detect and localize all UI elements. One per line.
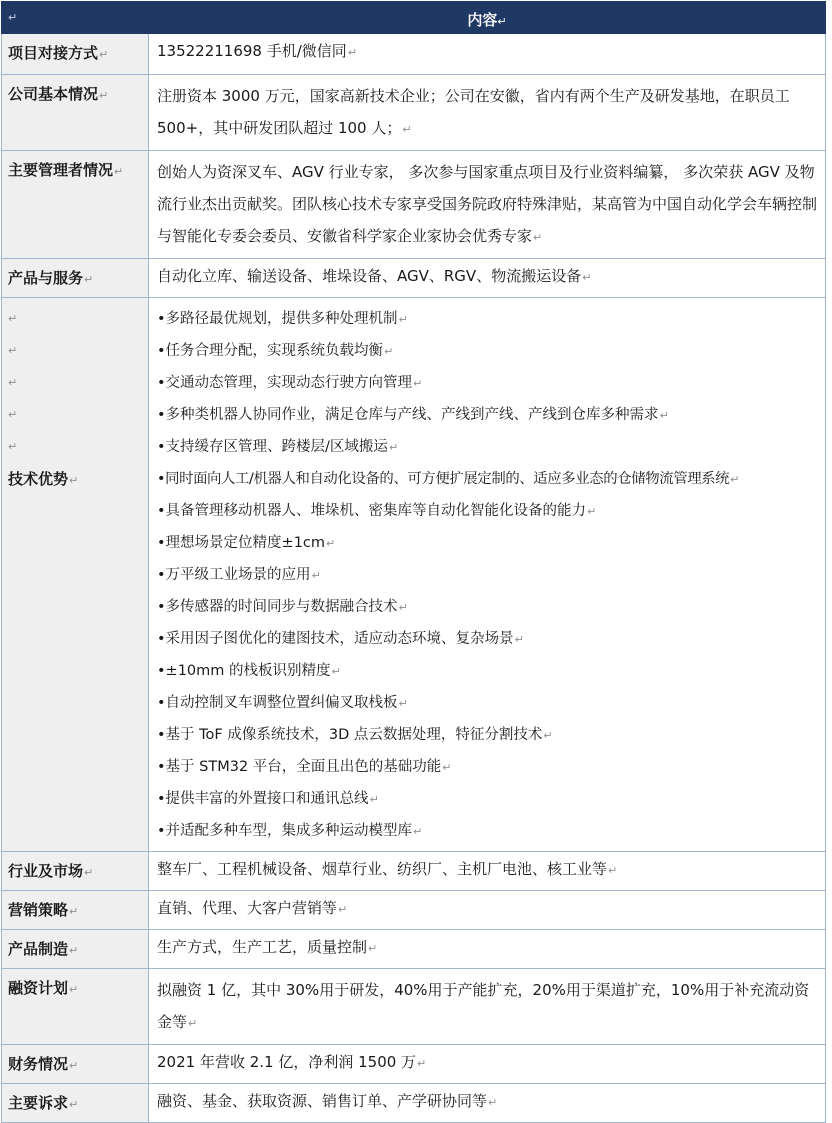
header-title: 内容↵ [467,11,507,29]
row-contact [2,34,826,75]
row-manufacturing [2,930,826,969]
header-row [2,2,826,34]
row-value: 注册资本 3000 万元，国家高新技术企业；公司在安徽，省内有两个生产及研发基地，在职员工 500+，其中研发团队超过 100 人；↵ [149,75,826,151]
row-demands [2,1084,826,1123]
info-table [1,1,826,1123]
row-label: 主要管理者情况↵ [2,151,149,259]
row-value: 生产方式，生产工艺，质量控制↵ [149,930,826,969]
row-label: 公司基本情况↵ [2,75,149,151]
row-value: 自动化立库、输送设备、堆垛设备、AGV、RGV、物流搬运设备↵ [149,259,826,298]
tech-item: •交通动态管理，实现动态行驶方向管理↵ [157,375,423,391]
row-value: 13522211698 手机/微信同↵ [149,34,826,75]
row-value: 直销、代理、大客户营销等↵ [149,891,826,930]
tech-item: •理想场景定位精度±1cm↵ [157,535,336,551]
header-para-mark: ↵ [8,11,18,24]
row-label: 融资计划↵ [2,969,149,1045]
tech-item: •同时面向人工/机器人和自动化设备的、可方便扩展定制的、适应多业态的仓储物流管理系统↵ [157,471,739,487]
row-label: 财务情况↵ [2,1045,149,1084]
tech-item: •具备管理移动机器人、堆垛机、密集库等自动化智能化设备的能力↵ [157,503,597,519]
row-marketing [2,891,826,930]
row-finance [2,1045,826,1084]
header-title-cell [149,2,826,34]
row-label: 主要诉求↵ [2,1084,149,1123]
tech-label: 技术优势↵ [8,470,79,488]
row-value: 创始人为资深叉车、AGV 行业专家， 多次参与国家重点项目及行业资料编纂， 多次荣获 AGV 及物流行业杰出贡献奖。团队核心技术专家享受国务院政府特殊津贴，某高管为中国自动化学会车辆控制与智能化专委会委员、安徽省科学家企业家协会优秀专家↵ [149,151,826,259]
row-value: 融资、基金、获取资源、销售订单、产学研协同等↵ [149,1084,826,1123]
row-label: 产品与服务↵ [2,259,149,298]
row-value: 拟融资 1 亿，其中 30%用于研发，40%用于产能扩充，20%用于渠道扩充，10%用于补充流动资金等↵ [149,969,826,1045]
tech-item: •支持缓存区管理、跨楼层/区域搬运↵ [157,439,399,455]
row-value: 2021 年营收 2.1 亿，净利润 1500 万↵ [149,1045,826,1084]
tech-label-cell: ↵ ↵ ↵ ↵ ↵ 技术优势↵ [2,298,149,852]
header-left-cell [2,2,149,34]
row-management [2,151,826,259]
row-value: 整车厂、工程机械设备、烟草行业、纺织厂、主机厂电池、核工业等↵ [149,852,826,891]
row-label: 营销策略↵ [2,891,149,930]
tech-item: •多路径最优规划，提供多种处理机制↵ [157,311,408,327]
row-company [2,75,826,151]
tech-item: •并适配多种车型，集成多种运动模型库↵ [157,823,423,839]
tech-item: •多种类机器人协同作业，满足仓库与产线、产线到产线、产线到仓库多种需求↵ [157,407,669,423]
tech-item: •万平级工业场景的应用↵ [157,567,321,583]
tech-item: •提供丰富的外置接口和通讯总线↵ [157,791,379,807]
row-tech [2,298,826,852]
tech-item: •多传感器的时间同步与数据融合技术↵ [157,599,408,615]
tech-item: •自动控制叉车调整位置纠偏叉取栈板↵ [157,695,408,711]
tech-item: •±10mm 的栈板识别精度↵ [157,663,341,679]
row-products [2,259,826,298]
row-financing [2,969,826,1045]
tech-list [149,298,826,852]
tech-item: •任务合理分配，实现系统负载均衡↵ [157,343,394,359]
tech-item: •基于 STM32 平台，全面且出色的基础功能↵ [157,759,452,775]
row-label: 项目对接方式↵ [2,34,149,75]
tech-item: •采用因子图优化的建图技术，适应动态环境、复杂场景↵ [157,631,524,647]
tech-item: •基于 ToF 成像系统技术，3D 点云数据处理，特征分割技术↵ [157,727,553,743]
row-market [2,852,826,891]
row-label: 产品制造↵ [2,930,149,969]
row-label: 行业及市场↵ [2,852,149,891]
